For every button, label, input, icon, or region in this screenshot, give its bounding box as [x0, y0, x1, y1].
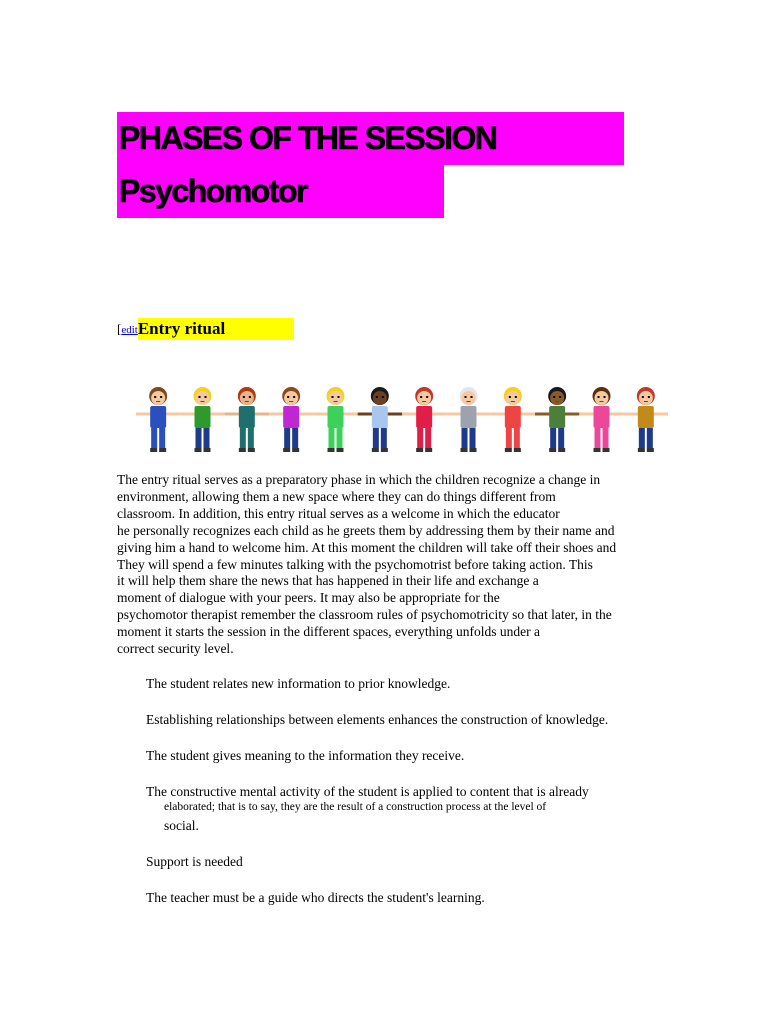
child-figure: [180, 387, 224, 452]
paragraph-line: psychomotor therapist remember the classroom rules of psychomotricity so that later, in the: [117, 607, 612, 623]
child-figure: [313, 387, 357, 452]
child-figure: [402, 387, 446, 452]
child-figure: [269, 387, 313, 452]
child-figure: [446, 387, 490, 452]
list-item-text: The student gives meaning to the information they receive.: [146, 748, 465, 763]
list-item: [142, 783, 589, 800]
paragraph-line: it will help them share the news that has happened in their life and exchange a: [117, 573, 539, 589]
open-bracket: [: [117, 321, 122, 336]
page-title: PHASES OF THE SESSION: [117, 112, 624, 165]
paragraph-line: environment, allowing them a new space where they can do things different from: [117, 488, 556, 504]
list-item: [142, 889, 485, 906]
list-item-continuation: elaborated; that is to say, they are the result of a construction process at the level of: [164, 801, 547, 813]
child-figure: [491, 387, 535, 452]
paragraph-line: he personally recognizes each child as he greets them by addressing them by their name and: [117, 522, 615, 538]
list-item: [142, 711, 608, 728]
child-figure: [136, 387, 180, 452]
child-figure: [579, 387, 623, 452]
edit-link[interactable]: edit: [121, 324, 138, 336]
paragraph-line: moment it starts the session in the different spaces, everything unfolds under a: [117, 624, 541, 640]
children-holding-hands-illustration: [136, 384, 668, 456]
paragraph-line: giving him a hand to welcome him. At this moment the children will take off their shoes and: [117, 539, 617, 555]
section-heading: [117, 318, 294, 341]
paragraph-line: moment of dialogue with your peers. It may also be appropriate for the: [117, 590, 500, 606]
paragraph-line: The entry ritual serves as a preparatory phase in which the children recognize a change in: [117, 472, 601, 487]
list-item-text: The constructive mental activity of the student is applied to content that is already: [146, 784, 589, 799]
list-item: [142, 853, 243, 870]
entry-ritual-paragraph: [117, 472, 677, 658]
paragraph-line: classroom. In addition, this entry ritual serves as a welcome in which the educator: [117, 505, 560, 521]
list-item: [142, 747, 464, 764]
child-figure: [225, 387, 269, 452]
list-item-continuation: social.: [164, 818, 199, 833]
child-figure: [624, 387, 668, 452]
child-figure: [535, 387, 579, 452]
page-subtitle: Psychomotor: [117, 165, 444, 218]
list-item-text: Support is needed: [146, 854, 243, 869]
list-item-text: The student relates new information to prior knowledge.: [146, 676, 451, 691]
paragraph-line: correct security level.: [117, 641, 234, 657]
child-figure: [358, 387, 402, 452]
list-item-text: The teacher must be a guide who directs the student's learning.: [146, 890, 485, 905]
section-title: Entry ritual: [138, 318, 294, 340]
list-item-text: Establishing relationships between elements enhances the construction of knowledge.: [146, 712, 609, 727]
list-item: [142, 675, 450, 692]
paragraph-line: They will spend a few minutes talking with the psychomotrist before taking action. This: [117, 556, 593, 572]
